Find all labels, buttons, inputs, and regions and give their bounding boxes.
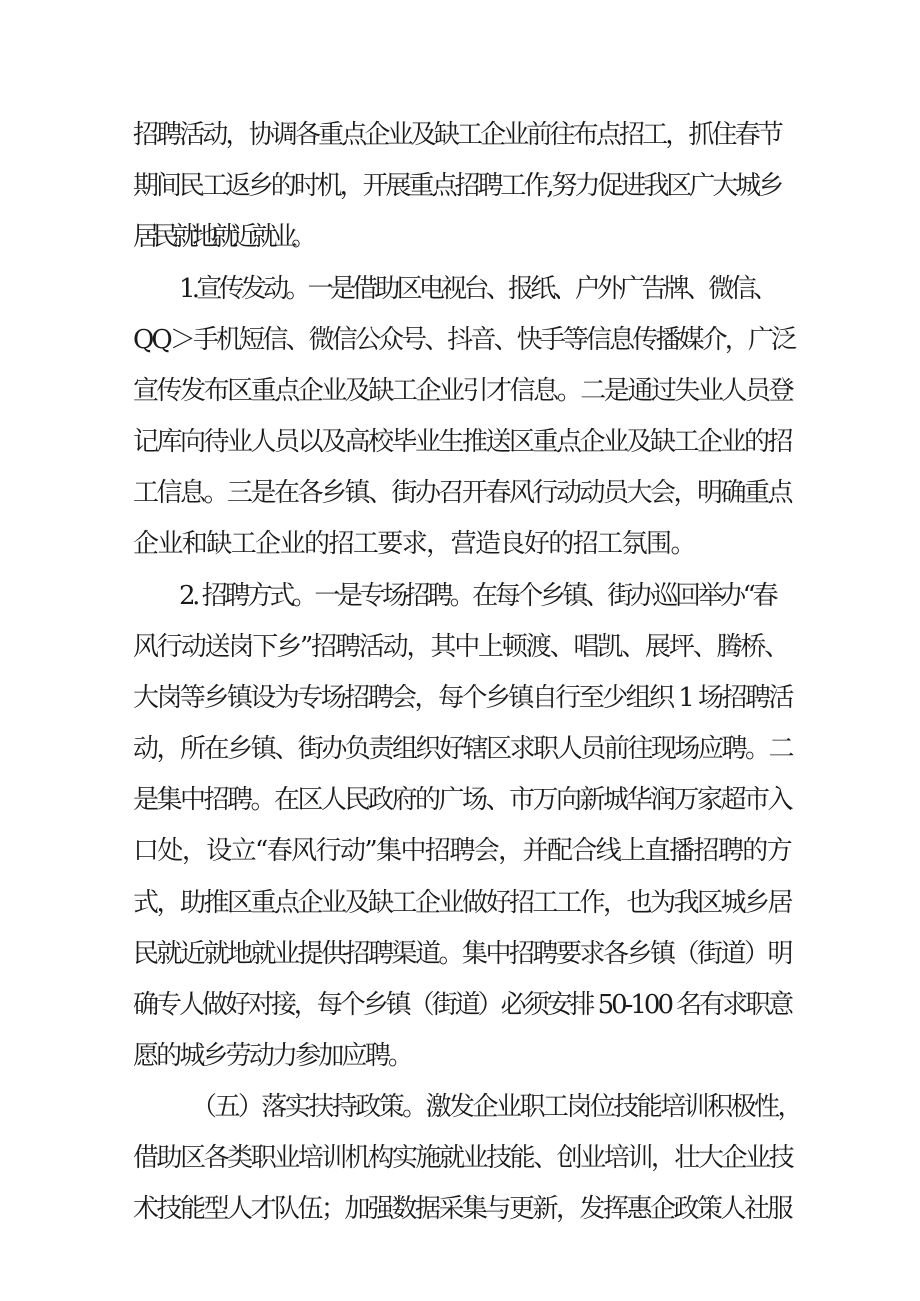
text-line: 居民就地就近就业。 [133, 222, 312, 252]
text-line: 确专人做好对接，每个乡镇（街道）必须安排 50-100 名有求职意 [133, 990, 792, 1020]
text-line: 记库向待业人员以及高校毕业生推送区重点企业及缺工企业的招 [133, 427, 792, 457]
text-line: 是集中招聘。在区人民政府的广场、市万向新城华润万家超市入 [133, 785, 792, 815]
text-line: 口处，设立“春风行动”集中招聘会，并配合线上直播招聘的方 [133, 836, 792, 866]
text-line: 借助区各类职业培训机构实施就业技能、创业培训，壮大企业技 [133, 1143, 793, 1173]
text-line: 式，助推区重点企业及缺工企业做好招工工作，也为我区城乡居 [133, 888, 792, 918]
text-line: 工信息。三是在各乡镇、街办召开春风行动动员大会，明确重点 [133, 478, 792, 508]
text-line: （五）落实扶持政策。激发企业职工岗位技能培训积极性， [191, 1092, 801, 1122]
text-line: 民就近就地就业提供招聘渠道。集中招聘要求各乡镇（街道）明 [133, 939, 792, 969]
text-line: 1.宣传发动。一是借助区电视台、报纸、户外广告牌、微信、 [179, 274, 776, 304]
text-line: 术技能型人才队伍；加强数据采集与更新，发挥惠企政策人社服 [133, 1194, 792, 1224]
text-line: 风行动送岗下乡”招聘活动，其中上顿渡、唱凯、展坪、腾桥、 [133, 632, 789, 662]
text-line: 招聘活动，协调各重点企业及缺工企业前往布点招工，抓住春节 [133, 120, 781, 150]
text-line: 企业和缺工企业的招工要求，营造良好的招工氛围。 [133, 529, 695, 559]
text-line: 宣传发布区重点企业及缺工企业引才信息。二是通过失业人员登 [133, 376, 793, 406]
text-line: QQ＞手机短信、微信公众号、抖音、快手等信息传播媒介，广泛 [133, 325, 795, 355]
text-line: 期间民工返乡的时机，开展重点招聘工作,努力促进我区广大城乡 [133, 171, 782, 201]
text-line: 大岗等乡镇设为专场招聘会，每个乡镇自行至少组织 1 场招聘活 [133, 683, 792, 713]
text-line: 2. 招聘方式。一是专场招聘。在每个乡镇、街办巡回举办“春 [179, 581, 776, 611]
text-line: 动，所在乡镇、街办负责组织好辖区求职人员前往现场应聘。二 [133, 734, 793, 764]
text-line: 愿的城乡劳动力参加应聘。 [133, 1041, 412, 1071]
